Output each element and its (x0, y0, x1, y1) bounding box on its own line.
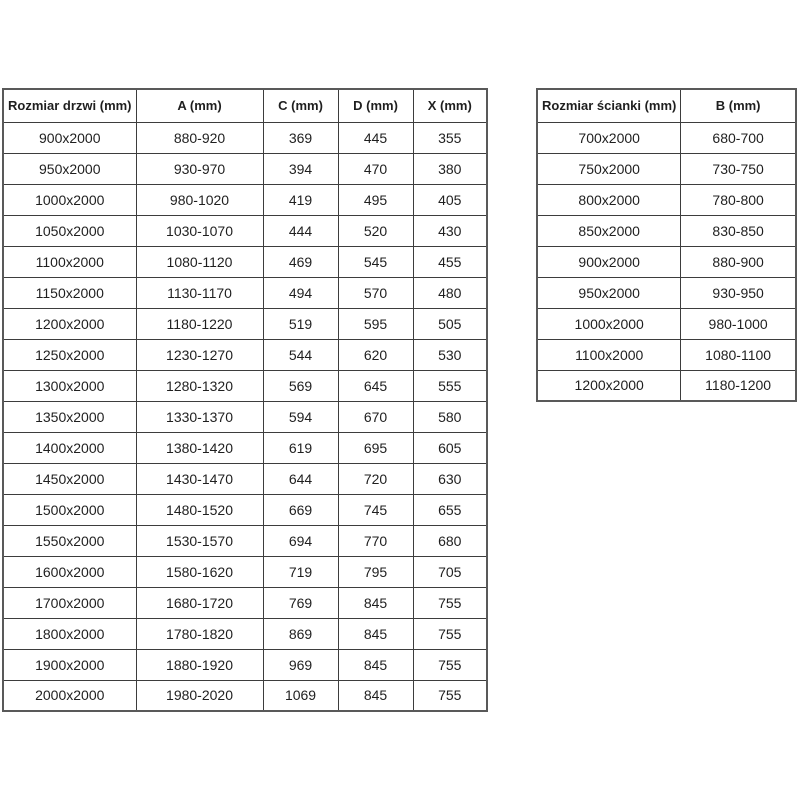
table-row (537, 246, 796, 277)
table-cell: 1080-1100 (681, 339, 796, 370)
table-cell: 655 (413, 494, 487, 525)
table-cell: 780-800 (681, 184, 796, 215)
door-table-header-row (3, 89, 487, 122)
table-cell: 769 (263, 587, 338, 618)
table-row (3, 680, 487, 711)
table-cell: 394 (263, 153, 338, 184)
table-cell: 1450x2000 (3, 463, 136, 494)
table-cell: 405 (413, 184, 487, 215)
table-row (537, 277, 796, 308)
table-cell: 2000x2000 (3, 680, 136, 711)
table-cell: 680-700 (681, 122, 796, 153)
table-row (537, 184, 796, 215)
table-cell: 380 (413, 153, 487, 184)
table-row (3, 215, 487, 246)
table-cell: 545 (338, 246, 413, 277)
table-cell: 755 (413, 587, 487, 618)
table-cell: 620 (338, 339, 413, 370)
table-cell: 694 (263, 525, 338, 556)
table-row (3, 246, 487, 277)
table-cell: 644 (263, 463, 338, 494)
table-cell: 1180-1200 (681, 370, 796, 401)
table-cell: 719 (263, 556, 338, 587)
table-cell: 419 (263, 184, 338, 215)
table-cell: 645 (338, 370, 413, 401)
table-cell: 950x2000 (3, 153, 136, 184)
table-cell: 880-900 (681, 246, 796, 277)
column-header: B (mm) (681, 89, 796, 122)
table-cell: 1000x2000 (3, 184, 136, 215)
column-header: X (mm) (413, 89, 487, 122)
table-cell: 869 (263, 618, 338, 649)
table-cell: 750x2000 (537, 153, 681, 184)
table-row (3, 556, 487, 587)
table-cell: 530 (413, 339, 487, 370)
table-cell: 505 (413, 308, 487, 339)
table-row (3, 153, 487, 184)
table-cell: 594 (263, 401, 338, 432)
table-row (537, 153, 796, 184)
table-cell: 755 (413, 680, 487, 711)
door-size-table (2, 88, 488, 712)
table-cell: 1050x2000 (3, 215, 136, 246)
table-cell: 1800x2000 (3, 618, 136, 649)
table-cell: 1250x2000 (3, 339, 136, 370)
wall-size-table (536, 88, 797, 402)
table-cell: 519 (263, 308, 338, 339)
table-cell: 700x2000 (537, 122, 681, 153)
table-cell: 770 (338, 525, 413, 556)
table-cell: 755 (413, 618, 487, 649)
table-cell: 900x2000 (3, 122, 136, 153)
table-row (3, 494, 487, 525)
table-row (3, 184, 487, 215)
table-row (537, 122, 796, 153)
table-cell: 1000x2000 (537, 308, 681, 339)
table-row (3, 122, 487, 153)
door-table-body (3, 122, 487, 711)
table-cell: 555 (413, 370, 487, 401)
table-row (3, 432, 487, 463)
table-cell: 1480-1520 (136, 494, 263, 525)
wall-table-body (537, 122, 796, 401)
table-cell: 1880-1920 (136, 649, 263, 680)
table-cell: 570 (338, 277, 413, 308)
table-cell: 720 (338, 463, 413, 494)
table-cell: 495 (338, 184, 413, 215)
table-row (3, 525, 487, 556)
table-cell: 1080-1120 (136, 246, 263, 277)
table-cell: 680 (413, 525, 487, 556)
table-cell: 544 (263, 339, 338, 370)
table-cell: 469 (263, 246, 338, 277)
column-header: D (mm) (338, 89, 413, 122)
table-cell: 969 (263, 649, 338, 680)
table-cell: 1350x2000 (3, 401, 136, 432)
table-cell: 470 (338, 153, 413, 184)
table-cell: 880-920 (136, 122, 263, 153)
table-row (537, 215, 796, 246)
table-row (3, 463, 487, 494)
table-row (3, 401, 487, 432)
wall-table-header-row (537, 89, 796, 122)
table-cell: 930-950 (681, 277, 796, 308)
table-cell: 950x2000 (537, 277, 681, 308)
table-cell: 845 (338, 649, 413, 680)
table-cell: 670 (338, 401, 413, 432)
table-cell: 455 (413, 246, 487, 277)
table-row (3, 308, 487, 339)
table-cell: 1530-1570 (136, 525, 263, 556)
table-cell: 1380-1420 (136, 432, 263, 463)
table-cell: 1200x2000 (537, 370, 681, 401)
table-row (3, 339, 487, 370)
table-cell: 930-970 (136, 153, 263, 184)
table-cell: 630 (413, 463, 487, 494)
table-cell: 1150x2000 (3, 277, 136, 308)
table-cell: 900x2000 (537, 246, 681, 277)
table-cell: 1230-1270 (136, 339, 263, 370)
table-cell: 830-850 (681, 215, 796, 246)
table-cell: 619 (263, 432, 338, 463)
table-cell: 569 (263, 370, 338, 401)
table-cell: 980-1000 (681, 308, 796, 339)
table-cell: 1680-1720 (136, 587, 263, 618)
table-cell: 795 (338, 556, 413, 587)
table-cell: 580 (413, 401, 487, 432)
table-cell: 1100x2000 (3, 246, 136, 277)
table-cell: 1069 (263, 680, 338, 711)
table-cell: 1130-1170 (136, 277, 263, 308)
table-cell: 1550x2000 (3, 525, 136, 556)
table-cell: 520 (338, 215, 413, 246)
table-cell: 800x2000 (537, 184, 681, 215)
table-cell: 755 (413, 649, 487, 680)
table-cell: 445 (338, 122, 413, 153)
table-cell: 850x2000 (537, 215, 681, 246)
table-cell: 1400x2000 (3, 432, 136, 463)
table-cell: 669 (263, 494, 338, 525)
table-cell: 1500x2000 (3, 494, 136, 525)
table-cell: 1180-1220 (136, 308, 263, 339)
table-cell: 480 (413, 277, 487, 308)
table-cell: 369 (263, 122, 338, 153)
table-cell: 1580-1620 (136, 556, 263, 587)
table-cell: 605 (413, 432, 487, 463)
table-cell: 1200x2000 (3, 308, 136, 339)
table-row (537, 339, 796, 370)
table-cell: 1700x2000 (3, 587, 136, 618)
table-row (537, 370, 796, 401)
table-cell: 730-750 (681, 153, 796, 184)
table-cell: 444 (263, 215, 338, 246)
table-row (3, 277, 487, 308)
table-cell: 745 (338, 494, 413, 525)
table-cell: 1600x2000 (3, 556, 136, 587)
table-row (3, 370, 487, 401)
table-cell: 845 (338, 618, 413, 649)
table-cell: 494 (263, 277, 338, 308)
table-row (537, 308, 796, 339)
column-header: C (mm) (263, 89, 338, 122)
table-cell: 1300x2000 (3, 370, 136, 401)
table-cell: 980-1020 (136, 184, 263, 215)
table-cell: 1330-1370 (136, 401, 263, 432)
table-row (3, 587, 487, 618)
table-cell: 1900x2000 (3, 649, 136, 680)
table-cell: 1780-1820 (136, 618, 263, 649)
column-header: Rozmiar ścianki (mm) (537, 89, 681, 122)
table-cell: 1980-2020 (136, 680, 263, 711)
table-cell: 595 (338, 308, 413, 339)
table-cell: 845 (338, 587, 413, 618)
column-header: Rozmiar drzwi (mm) (3, 89, 136, 122)
table-cell: 355 (413, 122, 487, 153)
table-cell: 1280-1320 (136, 370, 263, 401)
table-cell: 845 (338, 680, 413, 711)
table-row (3, 618, 487, 649)
table-cell: 705 (413, 556, 487, 587)
table-row (3, 649, 487, 680)
column-header: A (mm) (136, 89, 263, 122)
table-cell: 1030-1070 (136, 215, 263, 246)
table-cell: 695 (338, 432, 413, 463)
table-cell: 430 (413, 215, 487, 246)
table-cell: 1430-1470 (136, 463, 263, 494)
table-cell: 1100x2000 (537, 339, 681, 370)
